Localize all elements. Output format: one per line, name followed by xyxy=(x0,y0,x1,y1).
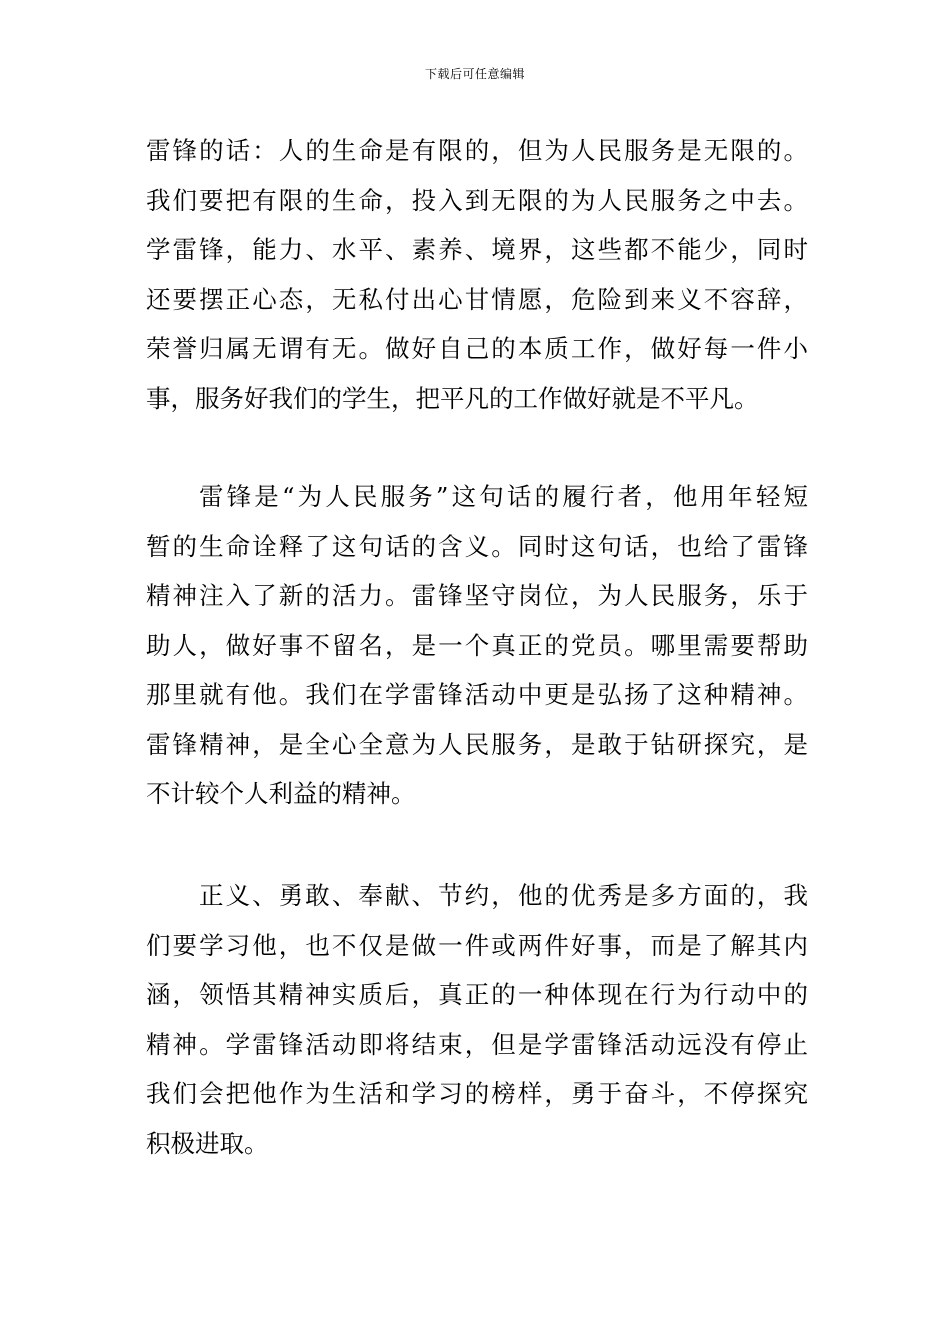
paragraph-2 xyxy=(146,472,808,819)
text-line: 精神注入了新的活力。雷锋坚守岗位，为人民服务，乐于 xyxy=(146,581,808,610)
text-line: 那里就有他。我们在学雷锋活动中更是弘扬了这种精神。 xyxy=(146,680,808,709)
text-line: 雷锋的话：人的生命是有限的，但为人民服务是无限的。 xyxy=(146,136,808,165)
paragraph-3 xyxy=(146,871,808,1168)
text-line: 们要学习他，也不仅是做一件或两件好事，而是了解其内 xyxy=(146,930,808,960)
text-line: 我们会把他作为生活和学习的榜样，勇于奋斗，不停探究 xyxy=(146,1079,808,1108)
text-line: 精神。学雷锋活动即将结束，但是学雷锋活动远没有停止 xyxy=(146,1029,808,1059)
text-line: 正义、勇敢、奉献、节约，他的优秀是多方面的，我 xyxy=(199,881,808,910)
text-line: 涵，领悟其精神实质后，真正的一种体现在行为行动中的 xyxy=(146,980,808,1009)
text-line: 暂的生命诠释了这句话的含义。同时这句话，也给了雷锋 xyxy=(146,531,808,561)
paragraph-1 xyxy=(146,126,808,423)
text-line: 雷锋精神，是全心全意为人民服务，是敢于钻研探究，是 xyxy=(146,729,808,759)
text-line: 不计较个人利益的精神。 xyxy=(146,779,416,808)
text-line: 学雷锋，能力、水平、素养、境界，这些都不能少，同时 xyxy=(146,235,808,264)
text-line: 我们要把有限的生命，投入到无限的为人民服务之中去。 xyxy=(146,185,808,215)
text-line: 雷锋是“为人民服务”这句话的履行者，他用年轻短 xyxy=(199,482,808,511)
text-line: 还要摆正心态，无私付出心甘情愿，危险到来义不容辞， xyxy=(146,284,808,314)
text-line: 荣誉归属无谓有无。做好自己的本质工作，做好每一件小 xyxy=(146,334,808,363)
text-line: 助人，做好事不留名，是一个真正的党员。哪里需要帮助 xyxy=(146,630,808,660)
page-header: 下载后可任意编辑 xyxy=(424,67,525,81)
text-line: 积极进取。 xyxy=(146,1128,269,1158)
text-line: 事，服务好我们的学生，把平凡的工作做好就是不平凡。 xyxy=(146,383,759,413)
